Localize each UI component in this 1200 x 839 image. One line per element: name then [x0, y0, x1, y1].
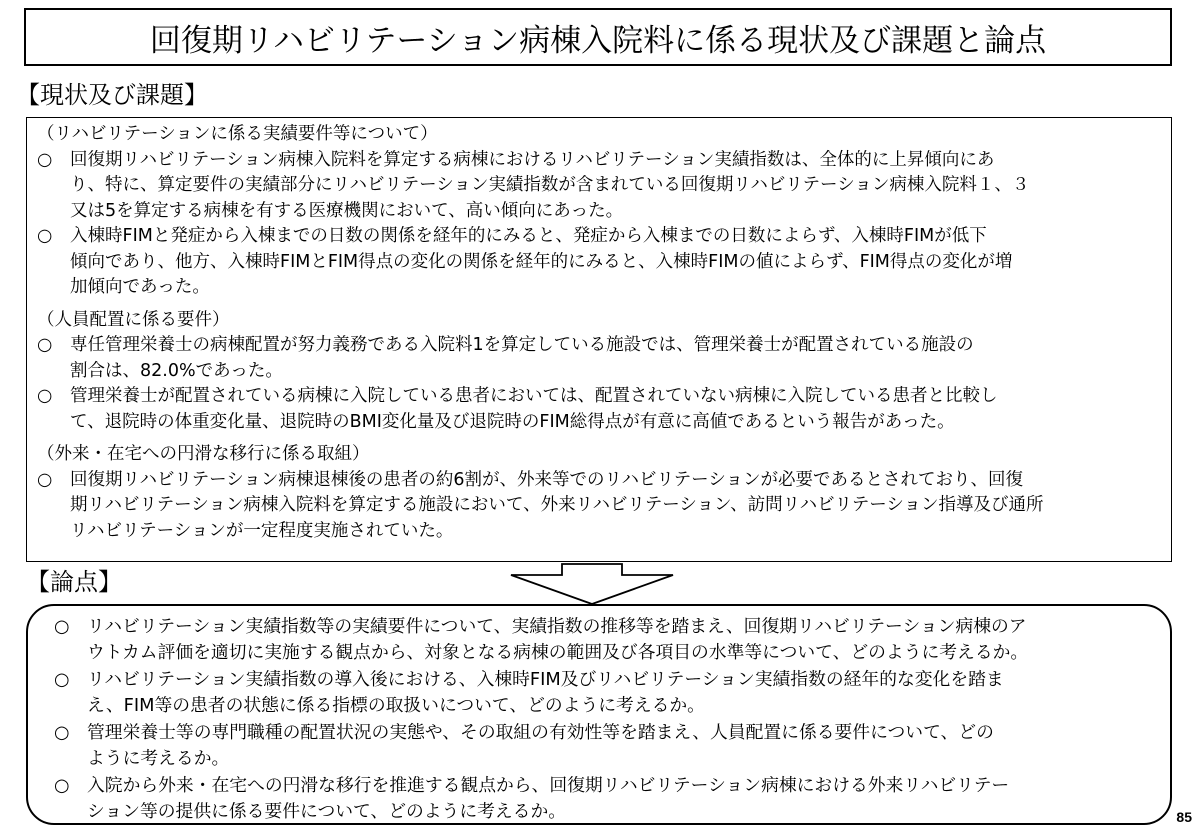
bullet-item-text-line: 管理栄養士等の専門職種の配置状況の実態や、その取組の有効性等を踏まえ、人員配置に係る要件について、どの — [87, 722, 994, 743]
bullet-item-text-line: 回復期リハビリテーション病棟入院料を算定する病棟におけるリハビリテーション実績指数は、全体的に上昇傾向にあ — [70, 149, 995, 170]
bullet-item — [37, 148, 1161, 225]
bullet-item-text-line: ウトカム評価を適切に実施する観点から、対象となる病棟の範囲及び各項目の水準等について、どのように考えるか。 — [87, 641, 1029, 663]
page-number: 85 — [1176, 809, 1192, 825]
status-section-heading: 【現状及び課題】 — [16, 81, 208, 109]
bullet-item-text-line: ように考えるか。 — [87, 747, 230, 769]
bullet-circle-icon: ○ — [37, 469, 53, 490]
bullet-item — [54, 720, 1160, 771]
bullet-item — [37, 333, 1161, 384]
bullet-item-text-line: て、退院時の体重変化量、退院時のBMI変化量及び退院時のFIM総得点が有意に高値であるという報告があった。 — [70, 411, 955, 432]
bullet-item-text-line: リハビリテーションが一定程度実施されていた。 — [70, 520, 454, 541]
bullet-circle-icon: ○ — [54, 669, 70, 690]
bullet-item — [54, 614, 1160, 665]
bullet-item-text-line: 又は5を算定する病棟を有する医療機関において、高い傾向にあった。 — [70, 200, 624, 221]
bullet-item-text-line: 加傾向であった。 — [70, 277, 210, 297]
bullet-item-text-line: ション等の提供に係る要件について、どのように考えるか。 — [87, 800, 567, 822]
bullet-item-text-line: 回復期リハビリテーション病棟退棟後の患者の約6割が、外来等でのリハビリテーションが必要であるとされており、回復 — [70, 469, 1023, 490]
bullet-item — [37, 468, 1161, 545]
page-title: 回復期リハビリテーション病棟入院料に係る現状及び課題と論点 — [149, 22, 1047, 59]
status-section-box — [26, 117, 1172, 562]
status-subheading: （外来・在宅への円滑な移行に係る取組） — [37, 444, 370, 464]
bullet-item-text-line: 傾向であり、他方、入棟時FIMとFIM得点の変化の関係を経年的にみると、入棟時FIMの値によらず、FIM得点の変化が増 — [70, 251, 1013, 272]
bullet-item-text-line: 専任管理栄養士の病棟配置が努力義務である入院料1を算定している施設では、管理栄養士が配置されている施設の — [70, 335, 974, 355]
bullet-circle-icon: ○ — [37, 149, 53, 170]
bullet-item — [54, 667, 1160, 718]
bullet-item-text-line: 入棟時FIMと発症から入棟までの日数の関係を経年的にみると、発症から入棟までの日数によらず、入棟時FIMが低下 — [70, 226, 987, 246]
down-arrow-icon — [507, 563, 677, 605]
bullet-item-text-line: 管理栄養士が配置されている病棟に入院している患者においては、配置されていない病棟に入院している患者と比較し — [70, 386, 998, 406]
bullet-item-text-line: 期リハビリテーション病棟入院料を算定する施設において、外来リハビリテーション、訪問リハビリテーション指導及び通所 — [70, 495, 1044, 515]
bullet-circle-icon: ○ — [54, 775, 70, 796]
bullet-item-text-line: リハビリテーション実績指数等の実績要件について、実績指数の推移等を踏まえ、回復期リハビリテーション病棟のア — [87, 616, 1027, 637]
bullet-circle-icon: ○ — [54, 616, 70, 637]
status-subheading: （人員配置に係る要件） — [37, 309, 230, 330]
bullet-item — [37, 384, 1161, 435]
status-subheading: （リハビリテーションに係る実績要件等について） — [37, 124, 438, 144]
bullet-item-text-line: リハビリテーション実績指数の導入後における、入棟時FIM及びリハビリテーション実績指数の経年的な変化を踏ま — [87, 669, 1004, 690]
bullet-circle-icon: ○ — [37, 226, 53, 246]
bullet-circle-icon: ○ — [54, 722, 70, 743]
bullet-item — [54, 773, 1160, 824]
bullet-item-text-line: り、特に、算定要件の実績部分にリハビリテーション実績指数が含まれている回復期リハビリテーション病棟入院料１、３ — [70, 175, 1030, 195]
bullet-item-text-line: え、FIM等の患者の状態に係る指標の取扱いについて、どのように考えるか。 — [87, 694, 705, 716]
bullet-item-text-line: 入院から外来・在宅への円滑な移行を推進する観点から、回復期リハビリテーション病棟における外来リハビリテー — [87, 775, 1010, 796]
issues-section-heading: 【論点】 — [26, 568, 122, 596]
page-title-box — [24, 8, 1172, 66]
bullet-item-text-line: 割合は、82.0%であった。 — [70, 360, 283, 381]
bullet-circle-icon: ○ — [37, 335, 53, 355]
bullet-circle-icon: ○ — [37, 386, 53, 406]
issues-section-box — [26, 604, 1172, 825]
bullet-item — [37, 224, 1161, 301]
